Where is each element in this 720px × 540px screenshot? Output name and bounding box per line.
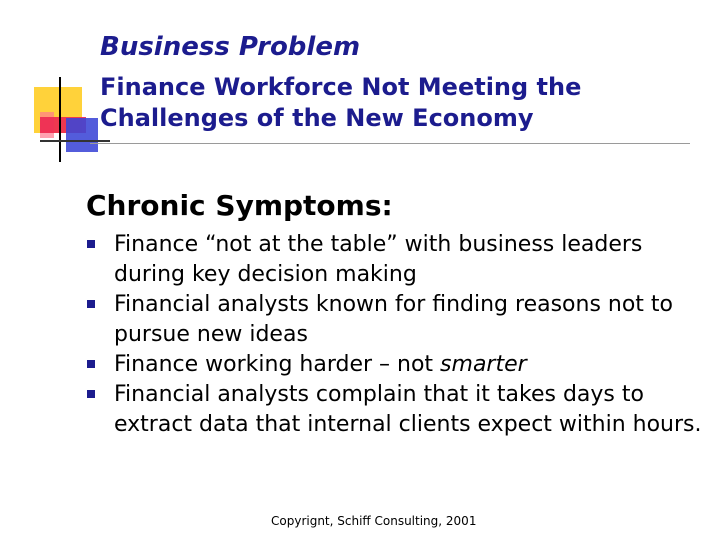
decorative-vertical-line — [59, 77, 61, 162]
square-bullet-icon — [87, 390, 95, 398]
bullet-item — [86, 380, 716, 440]
bullet-text: Finance working harder – not — [114, 352, 441, 377]
bullet-list — [86, 230, 716, 440]
square-bullet-icon — [87, 240, 95, 248]
bullet-emphasis: smarter — [440, 352, 527, 377]
decorative-horizontal-line — [40, 140, 110, 142]
section-heading: Chronic Symptoms: — [86, 189, 393, 222]
square-bullet-icon — [87, 300, 95, 308]
bullet-item — [86, 350, 716, 380]
bullet-text: Financial analysts known for finding reasons not to pursue new ideas — [114, 292, 674, 347]
slide-title: Business Problem — [100, 32, 361, 62]
copyright-footer: Copyrignt, Schiff Consulting, 2001 — [271, 514, 477, 528]
title-divider — [90, 143, 690, 144]
decorative-blue-square — [66, 118, 98, 152]
square-bullet-icon — [87, 360, 95, 368]
bullet-item — [86, 230, 716, 290]
bullet-item — [86, 290, 716, 350]
slide-subtitle: Finance Workforce Not Meeting the Challenges of the New Economy — [100, 73, 582, 132]
bullet-text: Finance “not at the table” with business leaders during key decision making — [114, 232, 643, 287]
bullet-text: Financial analysts complain that it takes days to extract data that internal clients expect within hours. — [114, 382, 702, 437]
